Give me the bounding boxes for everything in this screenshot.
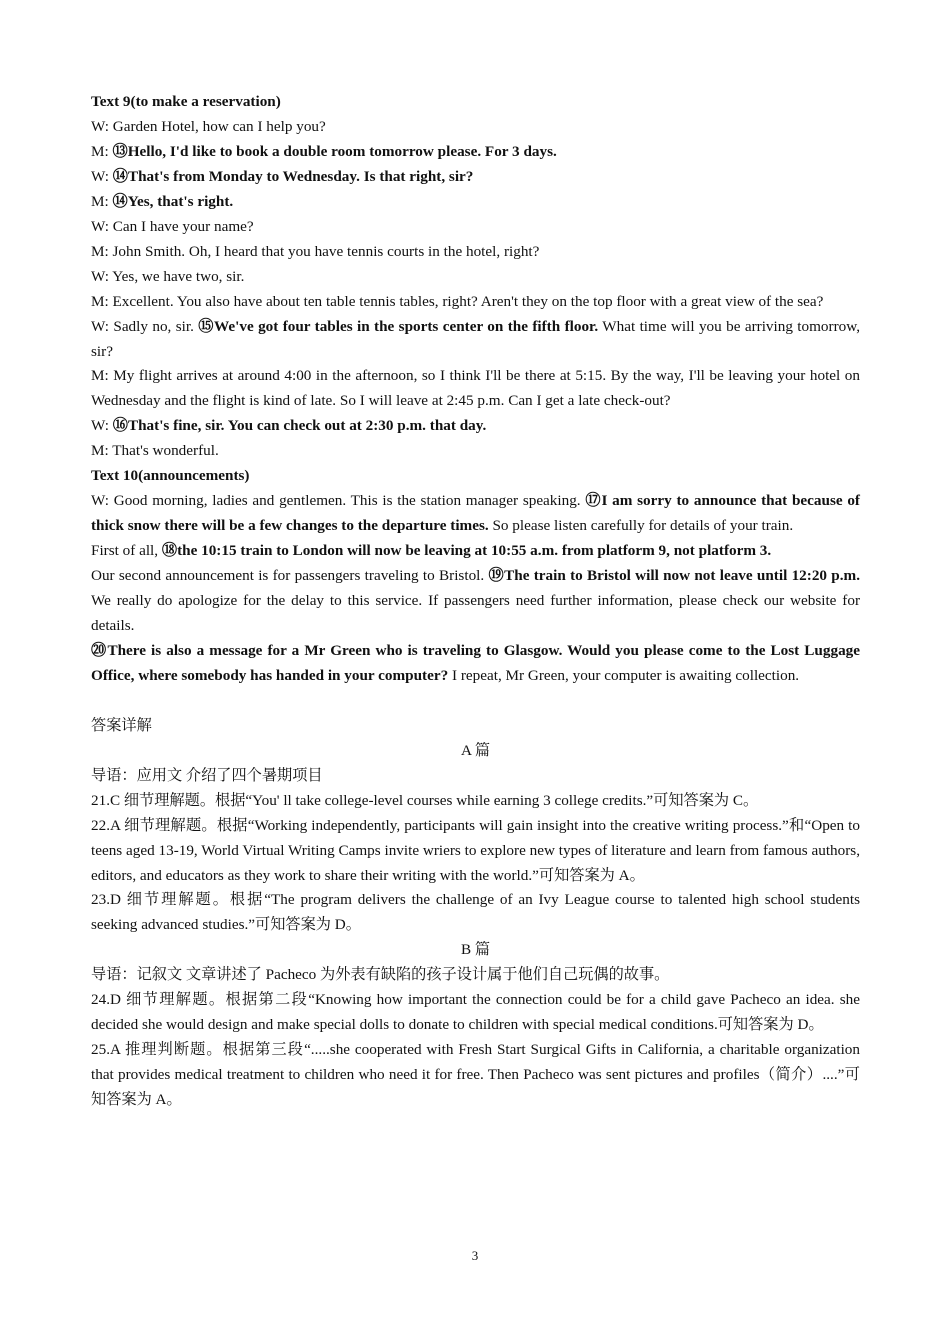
dialogue-text: What time will you be arriving tomorrow, sir? [91, 317, 861, 360]
dialogue-line [91, 140, 860, 165]
key-sentence: ⑭That's from Monday to Wednesday. Is that right, sir? [112, 167, 474, 185]
document-body [91, 90, 860, 1113]
dialogue-line [91, 190, 860, 215]
announcement-paragraph [91, 564, 860, 639]
answer-explanation: 25.A 推理判断题。根据第三段“.....she cooperated with Fresh Start Surgical Gifts in California, a charitable organization that provides medical treatment to children who need it for free. Then Pacheco was sent pictures and profiles（简介）....”可知答案为 A。 [91, 1041, 860, 1109]
dialogue-line [91, 165, 860, 190]
speaker: M: [91, 142, 113, 160]
answers-title: 答案详解 [91, 716, 152, 734]
answer-explanation: 24.D 细节理解题。根据第二段“Knowing how important the connection could be for a child gave Pacheco an idea. she decided she would design and make special dolls to donate to children with special medical conditions.可知答案为 D。 [91, 991, 860, 1034]
announcement-paragraph [91, 539, 860, 564]
section-b-heading: B 篇 [460, 941, 491, 959]
key-sentence: ⑱the 10:15 train to London will now be leaving at 10:55 a.m. from platform 9, not platform 3. [161, 542, 772, 560]
key-sentence: ⑯That's fine, sir. You can check out at 2:30 p.m. that day. [112, 417, 487, 435]
announcement-text: First of all, [91, 542, 162, 560]
announcement-text: We really do apologize for the delay to this service. If passengers need further information, please check our website for details. [91, 592, 860, 635]
speaker: M: [91, 192, 113, 210]
speaker: W: [91, 167, 113, 185]
dialogue-line: M: That's wonderful. [91, 442, 219, 460]
section-intro: 导语：应用文 介绍了四个暑期项目 [91, 766, 323, 784]
key-sentence: ⑰I am sorry to announce that because of thick snow there will be a few changes to the departure times. [91, 492, 860, 535]
key-sentence: ⑮We've got four tables in the sports center on the fifth floor. [198, 317, 599, 335]
dialogue-line: M: Excellent. You also have about ten table tennis tables, right? Aren't they on the top floor with a great view of the sea? [91, 292, 824, 310]
text10-heading: Text 10(announcements) [91, 467, 250, 485]
announcement-text: W: Good morning, ladies and gentlemen. This is the station manager speaking. [91, 492, 586, 510]
answer-explanation: 21.C 细节理解题。根据“You' ll take college-level courses while earning 3 college credits.”可知答案为 C。 [91, 791, 759, 809]
answer-explanation: 23.D 细节理解题。根据“The program delivers the challenge of an Ivy League course to talented high school students seeking advanced studies.”可知答案为 D。 [91, 891, 860, 934]
announcement-text: So please listen carefully for details of your train. [488, 517, 794, 535]
spacer [91, 689, 860, 714]
answer-explanation: 22.A 细节理解题。根据“Working independently, participants will gain insight into the creative writing process.”和“Open to teens aged 13-19, World Virtual Writing Camps invite wriers to explore new types of literature and learn from famous authors, editors, and educators as they work to share their writing with the world.”可知答案为 A。 [91, 816, 860, 884]
key-sentence: ⑭Yes, that's right. [112, 192, 234, 210]
speaker: W: [91, 417, 113, 435]
dialogue-line [91, 315, 860, 365]
dialogue-text: W: Sadly no, sir. [91, 317, 199, 335]
key-sentence: ⑬Hello, I'd like to book a double room tomorrow please. For 3 days. [112, 142, 557, 160]
page-number: 3 [471, 1248, 479, 1263]
announcement-paragraph [91, 489, 860, 539]
key-sentence: ⑲The train to Bristol will now not leave until 12:20 p.m. [488, 567, 860, 585]
section-intro: 导语：记叙文 文章讲述了 Pacheco 为外表有缺陷的孩子设计属于他们自己玩偶的故事。 [91, 966, 670, 984]
key-sentence: ⑳There is also a message for a Mr Green who is traveling to Glasgow. Would you please come to the Lost Luggage Office, where somebody has handed in your computer? [91, 641, 860, 684]
dialogue-line: M: My flight arrives at around 4:00 in the afternoon, so I think I'll be there at 5:15. By the way, I'll be leaving your hotel on Wednesday and the flight is kind of late. So I will leave at 2:45 p.m. Can I get a late check-out? [91, 367, 860, 410]
announcement-paragraph [91, 639, 860, 689]
announcement-text: I repeat, Mr Green, your computer is awaiting collection. [448, 666, 800, 684]
announcement-text: Our second announcement is for passengers traveling to Bristol. [91, 567, 489, 585]
text9-heading: Text 9(to make a reservation) [91, 93, 281, 110]
dialogue-line: M: John Smith. Oh, I heard that you have tennis courts in the hotel, right? [91, 242, 540, 260]
section-a-heading: A 篇 [460, 741, 491, 759]
dialogue-line: W: Garden Hotel, how can I help you? [91, 117, 326, 135]
dialogue-line: W: Yes, we have two, sir. [91, 267, 245, 285]
dialogue-line: W: Can I have your name? [91, 217, 254, 235]
dialogue-line [91, 414, 860, 439]
